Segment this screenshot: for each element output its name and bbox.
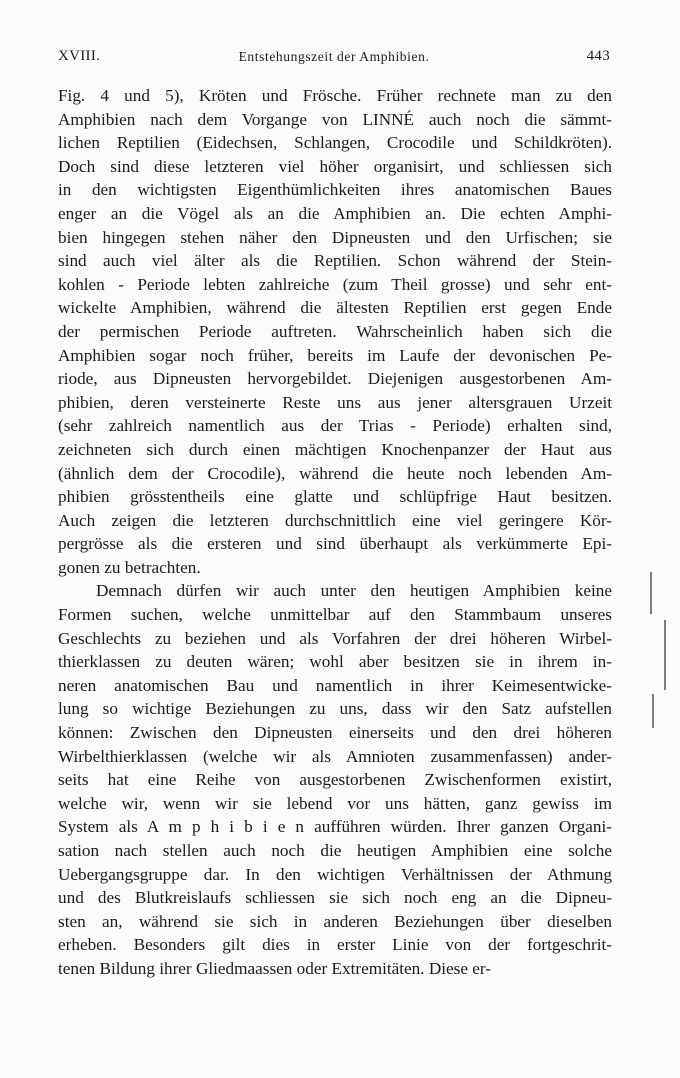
- paragraph: [58, 579, 612, 980]
- text-line: neren anatomischen Bau und namentlich in ihrer Keimesentwicke-: [58, 675, 612, 695]
- text-line: tenen Bildung ihrer Gliedmaassen oder Extremitäten. Diese er-: [58, 958, 492, 978]
- text-line: sation nach stellen auch noch die heutigen Amphibien eine solche: [58, 841, 612, 860]
- text-line: bien hingegen stehen näher den Dipneusten und den Urfischen; sie: [58, 227, 612, 247]
- text-line: können: Zwischen den Dipneusten einerseits und den drei höheren: [58, 723, 612, 743]
- text-line: Fig. 4 und 5), Kröten und Frösche. Früher rechnete man zu den: [58, 86, 612, 105]
- text-line: Uebergangsgruppe dar. In den wichtigen Verhältnissen der Athmung: [58, 864, 612, 884]
- text-line: zeichneten sich durch einen mächtigen Knochenpanzer der Haut aus: [58, 439, 612, 459]
- text-line: (ähnlich dem der Crocodile), während die heute noch lebenden Am-: [58, 463, 612, 483]
- margin-pencil-mark: [664, 620, 666, 690]
- text-line: kohlen - Periode lebten zahlreiche (zum Theil grosse) und sehr ent-: [58, 274, 612, 294]
- text-line: welche wir, wenn wir sie lebend vor uns hätten, ganz gewiss im: [58, 793, 612, 813]
- text-line: thierklassen zu deuten wären; wohl aber besitzen sie in ihrem in-: [58, 652, 612, 672]
- paragraph: [58, 84, 612, 579]
- text-line: Wirbelthierklassen (welche wir als Amnioten zusammenfassen) ander-: [58, 746, 612, 766]
- margin-pencil-mark: [652, 694, 654, 728]
- text-line: Amphibien nach dem Vorgange von LINNÉ auch noch die sämmt-: [58, 109, 612, 129]
- text-line: Demnach dürfen wir auch unter den heutigen Amphibien keine: [96, 581, 612, 601]
- text-line: lung so wichtige Beziehungen zu uns, dass wir den Satz aufstellen: [58, 699, 612, 719]
- text-line: pergrösse als die ersteren und sind überhaupt als verkümmerte Epi-: [58, 534, 612, 554]
- text-line: Formen suchen, welche unmittelbar auf den Stammbaum unseres: [58, 605, 612, 625]
- text-line: Doch sind diese letzteren viel höher organisirt, und schliessen sich: [58, 156, 612, 176]
- text-line: der permischen Periode auftreten. Wahrscheinlich haben sich die: [58, 321, 612, 341]
- page-number: 443: [586, 48, 610, 64]
- text-line: enger an die Vögel als an die Amphibien an. Die echten Amphi-: [58, 203, 612, 223]
- text-line: phibien, deren versteinerte Reste uns aus jener altersgrauen Urzeit: [58, 392, 612, 412]
- body-text: [58, 84, 612, 981]
- chapter-number: XVIII.: [58, 48, 101, 64]
- text-line: lichen Reptilien (Eidechsen, Schlangen, Crocodile und Schildkröten).: [58, 133, 612, 153]
- text-line: phibien grösstentheils eine glatte und schlüpfrige Haut besitzen.: [58, 487, 612, 507]
- running-title: Entstehungszeit der Amphibien.: [238, 49, 430, 64]
- text-line: in den wichtigsten Eigenthümlichkeiten ihres anatomischen Baues: [58, 180, 612, 200]
- text-line: riode, aus Dipneusten hervorgebildet. Diejenigen ausgestorbenen Am-: [58, 369, 612, 389]
- text-line: Amphibien sogar noch früher, bereits im Laufe der devonischen Pe-: [58, 345, 612, 365]
- text-line: Geschlechts zu beziehen und als Vorfahren der drei höheren Wirbel-: [58, 628, 612, 648]
- text-line: System als A m p h i b i e n aufführen würden. Ihrer ganzen Organi-: [58, 817, 612, 837]
- text-line: wickelte Amphibien, während die ältesten Reptilien erst gegen Ende: [58, 298, 612, 318]
- text-line: gonen zu betrachten.: [58, 557, 201, 577]
- text-line: und des Blutkreislaufs schliessen sie sich noch eng an die Dipneu-: [58, 888, 612, 908]
- running-head: [58, 48, 610, 72]
- text-line: erheben. Besonders gilt dies in erster Linie von der fortgeschrit-: [58, 935, 612, 955]
- text-line: sind auch viel älter als die Reptilien. Schon während der Stein-: [58, 251, 612, 271]
- text-line: Auch zeigen die letzteren durchschnittlich eine viel geringere Kör-: [58, 510, 612, 530]
- text-line: (sehr zahlreich namentlich aus der Trias - Periode) erhalten sind,: [58, 416, 612, 436]
- text-line: seits hat eine Reihe von ausgestorbenen Zwischenformen existirt,: [58, 770, 612, 790]
- margin-pencil-mark: [650, 572, 652, 614]
- text-line: sten an, während sie sich in anderen Beziehungen über dieselben: [58, 911, 612, 931]
